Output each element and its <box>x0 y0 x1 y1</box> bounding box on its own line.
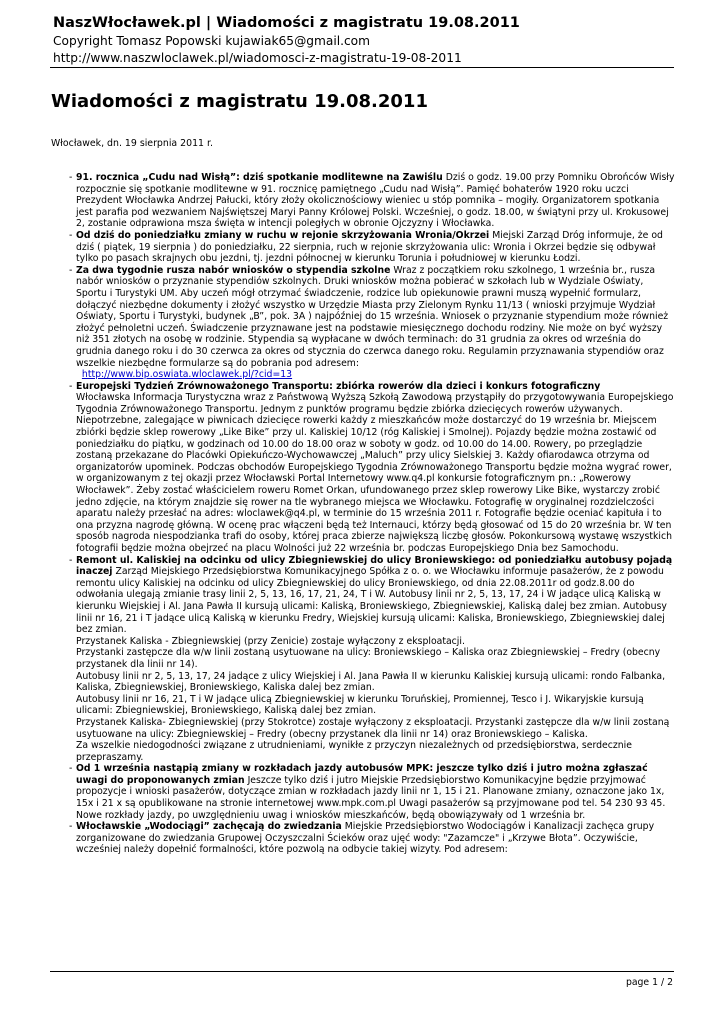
item-text: Zarząd Miejskiego Przedsiębiorstwa Komunikacyjnego Spółka z o. o. we Włocławku informuje pasażerów, że z powodu remontu ulicy Kaliskiej na odcinku od ulicy Zbiegniewskiej do ulicy Broniewskiego, od dnia 22.08.2011r od godz.8.00 do odwołania ulegają zmianie trasy linii 2, 5, 13, 16, 17, 21, 24, T i W. Autobusy linii nr 2, 5, 13, 17, 24 i W jadące ulicą Kaliską w kierunku Wiejskiej i Al. Jana Pawła II kursują ulicami: Kaliską, Broniewskiego, Zbiegniewskiej, Kaliską dalej bez zmian. Autobusy linii nr 16, 21 i T jadące ulicą Kaliską w kierunku Fredry, Wiejskiej kursują ulicami: Kaliska, Broniewskiego, Zbiegniewskiej dalej bez zmian. <box>76 566 667 636</box>
list-item <box>63 555 675 764</box>
item-text: Jeszcze tylko dziś i jutro Miejskie Przedsiębiorstwo Komunikacyjne będzie przyjmować propozycje i wnioski pasażerów, dotyczące zmian w rozkładach jazdy linii nr 1, 15 i 21. Planowane zmiany, oznaczone jako 1x, 15x i 21 x są opublikowane na stronie internetowej www.mpk.com.pl Uwagi pasażerów są przyjmowane pod tel. 54 230 93 45. Nowe rozkłady jazdy, po uwzględnieniu uwag i wniosków mieszkańców, będą obowiązywały od 1 września br. <box>76 774 666 821</box>
item-text: Miejski Zarząd Dróg informuje, że od dziś ( piątek, 19 sierpnia ) do poniedziałku, 22 sierpnia, ruch w rejonie skrzyżowania ulic: Wronia i Okrzei będzie się odbywał tylko po pasach skrajnych obu jezdni, tj. jezdni północnej w kierunku Torunia i południowej w kierunku Łodzi. <box>76 229 663 265</box>
list-item <box>63 172 675 230</box>
item-text: Miejskie Przedsiębiorstwo Wodociągów i Kanalizacji zachęca grupy zorganizowane do zwiedzania Grupowej Oczyszczalni Ścieków oraz ujęć wody: "Zazamcze" i „Krzywe Błota”. Oczywiście, wcześniej należy dopełnić formalności, które pozwolą na odbycie takiej wizyty. Pod adresem: <box>76 821 655 856</box>
copyright-line: Copyright Tomasz Popowski kujawiak65@gmail.com <box>53 34 371 48</box>
list-item <box>63 821 675 856</box>
document-header <box>53 14 673 67</box>
list-item <box>63 230 675 265</box>
item-paragraph: Przystanki zastępcze dla w/w linii zostaną usytuowane na ulicy: Broniewskiego – Kaliska oraz Zbiegniewskiej – Fredry (obecny przystanek dla linii nr 14). <box>76 647 661 670</box>
item-text: Wraz z początkiem roku szkolnego, 1 września br., rusza nabór wniosków o przyznanie stypendiów szkolnych. Druki wniosków można pobierać w szkołach lub w Wydziale Oświaty, Sportu i Turystyki UM. Aby uczeń mógł otrzymać świadczenie, rodzice lub opiekunowie prawni muszą wypełnić formularz, dołączyć niezbędne dokumenty i złożyć wszystko w Urzędzie Miasta przy Zielonym Rynku 11/13 ( wnioski przyjmuje Wydział Oświaty, Sportu i Turystyki, budynek „B”, pok. 3A ) najpóźniej do 15 września. Wniosek o przyznanie stypendium może również złożyć pełnoletni uczeń. Świadczenie przyznawane jest na podstawie miesięcznego dochodu rodziny. Nie może on być wyższy niż 351 złotych na osobę w rodzinie. Stypendia są wypłacane w dwóch terminach: do 31 grudnia za okres od września do grudnia danego roku i do 30 czerwca za okres od stycznia do czerwca danego roku. Regulamin przyznawania stypendiów oraz wszelkie niezbędne formularze są do pobrania pod adresem: <box>76 264 669 369</box>
item-heading: Europejski Tydzień Zrównoważonego Transportu: zbiórka rowerów dla dzieci i konkurs fotograficzny <box>76 380 601 392</box>
item-heading: Od 1 września nastąpią zmiany w rozkładach jazdy autobusów MPK: jeszcze tylko dziś i jutro można zgłaszać uwagi do proponowanych zmian <box>76 763 648 786</box>
item-heading: Od dziś do poniedziałku zmiany w ruchu w rejonie skrzyżowania Wronia/Okrzei <box>76 229 490 241</box>
item-heading: Remont ul. Kaliskiej na odcinku od ulicy Zbiegniewskiej do ulicy Broniewskiego: od poniedziałku autobusy pojadą inaczej <box>76 554 673 578</box>
footer-divider <box>50 971 674 972</box>
list-item <box>63 763 675 821</box>
source-url: http://www.naszwloclawek.pl/wiadomosci-z-magistratu-19-08-2011 <box>53 51 462 65</box>
item-heading: Włocławskie „Wodociągi” zachęcają do zwiedzania <box>76 821 342 833</box>
dateline: Włocławek, dn. 19 sierpnia 2011 r. <box>51 138 213 149</box>
item-paragraph: Autobusy linii nr 16, 21, T i W jadące ulicą Zbiegniewskiej w kierunku Toruńskiej, Promiennej, Tesco i J. Wikaryjskie kursują ulicami: Zbiegniewskiej, Broniewskiego, Kaliską dalej bez zmian. <box>76 693 644 717</box>
item-paragraph: Autobusy linii nr 2, 5, 13, 17, 24 jadące z ulicy Wiejskiej i Al. Jana Pawła II w kierunku Kaliskiej kursują ulicami: rondo Falbanka, Kaliska, Zbiegniewskiej, Broniewskiego, Kaliska dalej bez zmian. <box>76 670 666 694</box>
stypendia-link[interactable]: http://www.bip.oswiata.wloclawek.pl/?cid=13 <box>81 369 293 381</box>
article-body <box>63 172 675 856</box>
bullet-dash: - <box>69 380 73 392</box>
site-title: NaszWłocławek.pl | Wiadomości z magistratu 19.08.2011 <box>53 15 520 31</box>
item-heading: Za dwa tygodnie rusza nabór wniosków o stypendia szkolne <box>76 264 391 276</box>
bullet-dash: - <box>69 264 73 276</box>
header-divider <box>50 67 674 68</box>
list-item <box>63 265 675 381</box>
item-paragraph: Przystanek Kaliska - Zbiegniewskiej (przy Zenicie) zostaje wyłączony z eksploatacji. <box>76 635 465 647</box>
bullet-dash: - <box>69 172 73 183</box>
bullet-dash: - <box>69 821 73 833</box>
article-title: Wiadomości z magistratu 19.08.2011 <box>51 91 428 112</box>
item-paragraph: Za wszelkie niedogodności związane z utrudnieniami, wynikłe z przyczyn niezależnych od przedsiębiorstwa, serdecznie przepraszamy. <box>76 740 632 763</box>
bullet-dash: - <box>69 554 73 566</box>
item-text: Włocławska Informacja Turystyczna wraz z Państwową Wyższą Szkołą Zawodową przystąpiły do przygotowywania Europejskiego Tygodnia Zrównoważonego Transportu. Jednym z punktów programu będzie zbiórka dziecięcych rowerów używanych. Niepotrzebne, zalegające w piwnicach dziecięce rowerki każdy z mieszkańców może dostarczyć do 19 września br. Miejscem zbiórki będzie sklep rowerowy „Like Bike” przy ul. Kaliskiej 10/12 (róg Kaliskiej i Smolnej). Pojazdy będzie można zostawić od poniedziałku do piątku, w godzinach od 10.00 do 18.00 oraz w soboty w godz. od 10.00 do 14.00. Rowery, po przeglądzie zostaną przekazane do Placówki Opiekuńczo-Wychowawczej „Maluch” przy ulicy Sielskiej 3. Każdy ofiarodawca otrzyma od organizatorów upominek. Podczas obchodów Europejskiego Tygodnia Zrównoważonego Transportu będzie można wygrać rower, w organizowanym z tej okazji przez Włocławski Portal Internetowy www.q4.pl konkursie fotograficznym pn.: „Rowerowy Włocławek”. Żeby zostać właścicielem roweru Romet Orkan, ufundowanego przez sklep rowerowy Like Bike, wystarczy zrobić jedno zdjęcie, na którym znajdzie się rower na tle wybranego miejsca we Włocławku. Fotografię w oryginalnej rozdzielczości aparatu należy przesłać na adres: wloclawek@q4.pl, w terminie do 15 września 2011 r. Fotografie będzie oceniać kapituła i to ona przyzna nagrodę główną. W ocenę prac włączeni będą też Internauci, którzy będą głosować od 15 do 20 września br. W ten sposób nagroda niespodzianka trafi do osoby, której praca zbierze największą liczbę głosów. Pokonkursową wystawę wszystkich fotografii będzie można obejrzeć na placu Wolności już 22 września br. podczas Europejskiego Dnia bez Samochodu. <box>76 392 674 554</box>
page-number: page 1 / 2 <box>625 977 673 988</box>
list-item <box>63 381 675 555</box>
bullet-dash: - <box>69 763 73 775</box>
item-paragraph: Przystanek Kaliska- Zbiegniewskiej (przy Stokrotce) zostaje wyłączony z eksploatacji. Przystanki zastępcze dla w/w linii zostaną usytuowane na ulicy: Zbiegniewskiej – Fredry (obecny przystanek dla linii nr 14) oraz Broniewskiego – Kaliska. <box>76 716 670 740</box>
item-text: Dziś o godz. 19.00 przy Pomniku Obrońców Wisły rozpocznie się spotkanie modlitewne w 91. rocznicę pamiętnego „Cudu nad Wisłą”. Pamięć bohaterów 1920 roku uczci Prezydent Włocławka Andrzej Pałucki, który złoży okolicznościowy wieniec u stóp pomnika – mogiły. Organizatorem spotkania jest parafia pod wezwaniem Najświętszej Maryi Panny Królowej Polski. Wcześniej, o godz. 18.00, w świątyni przy ul. Krokusowej 2, zostanie odprawiona msza święta w intencji poległych w obronie Ojczyzny i Włocławka. <box>76 172 675 230</box>
item-heading: 91. rocznica „Cudu nad Wisłą”: dziś spotkanie modlitewne na Zawiślu <box>76 172 443 183</box>
bullet-dash: - <box>69 229 73 241</box>
